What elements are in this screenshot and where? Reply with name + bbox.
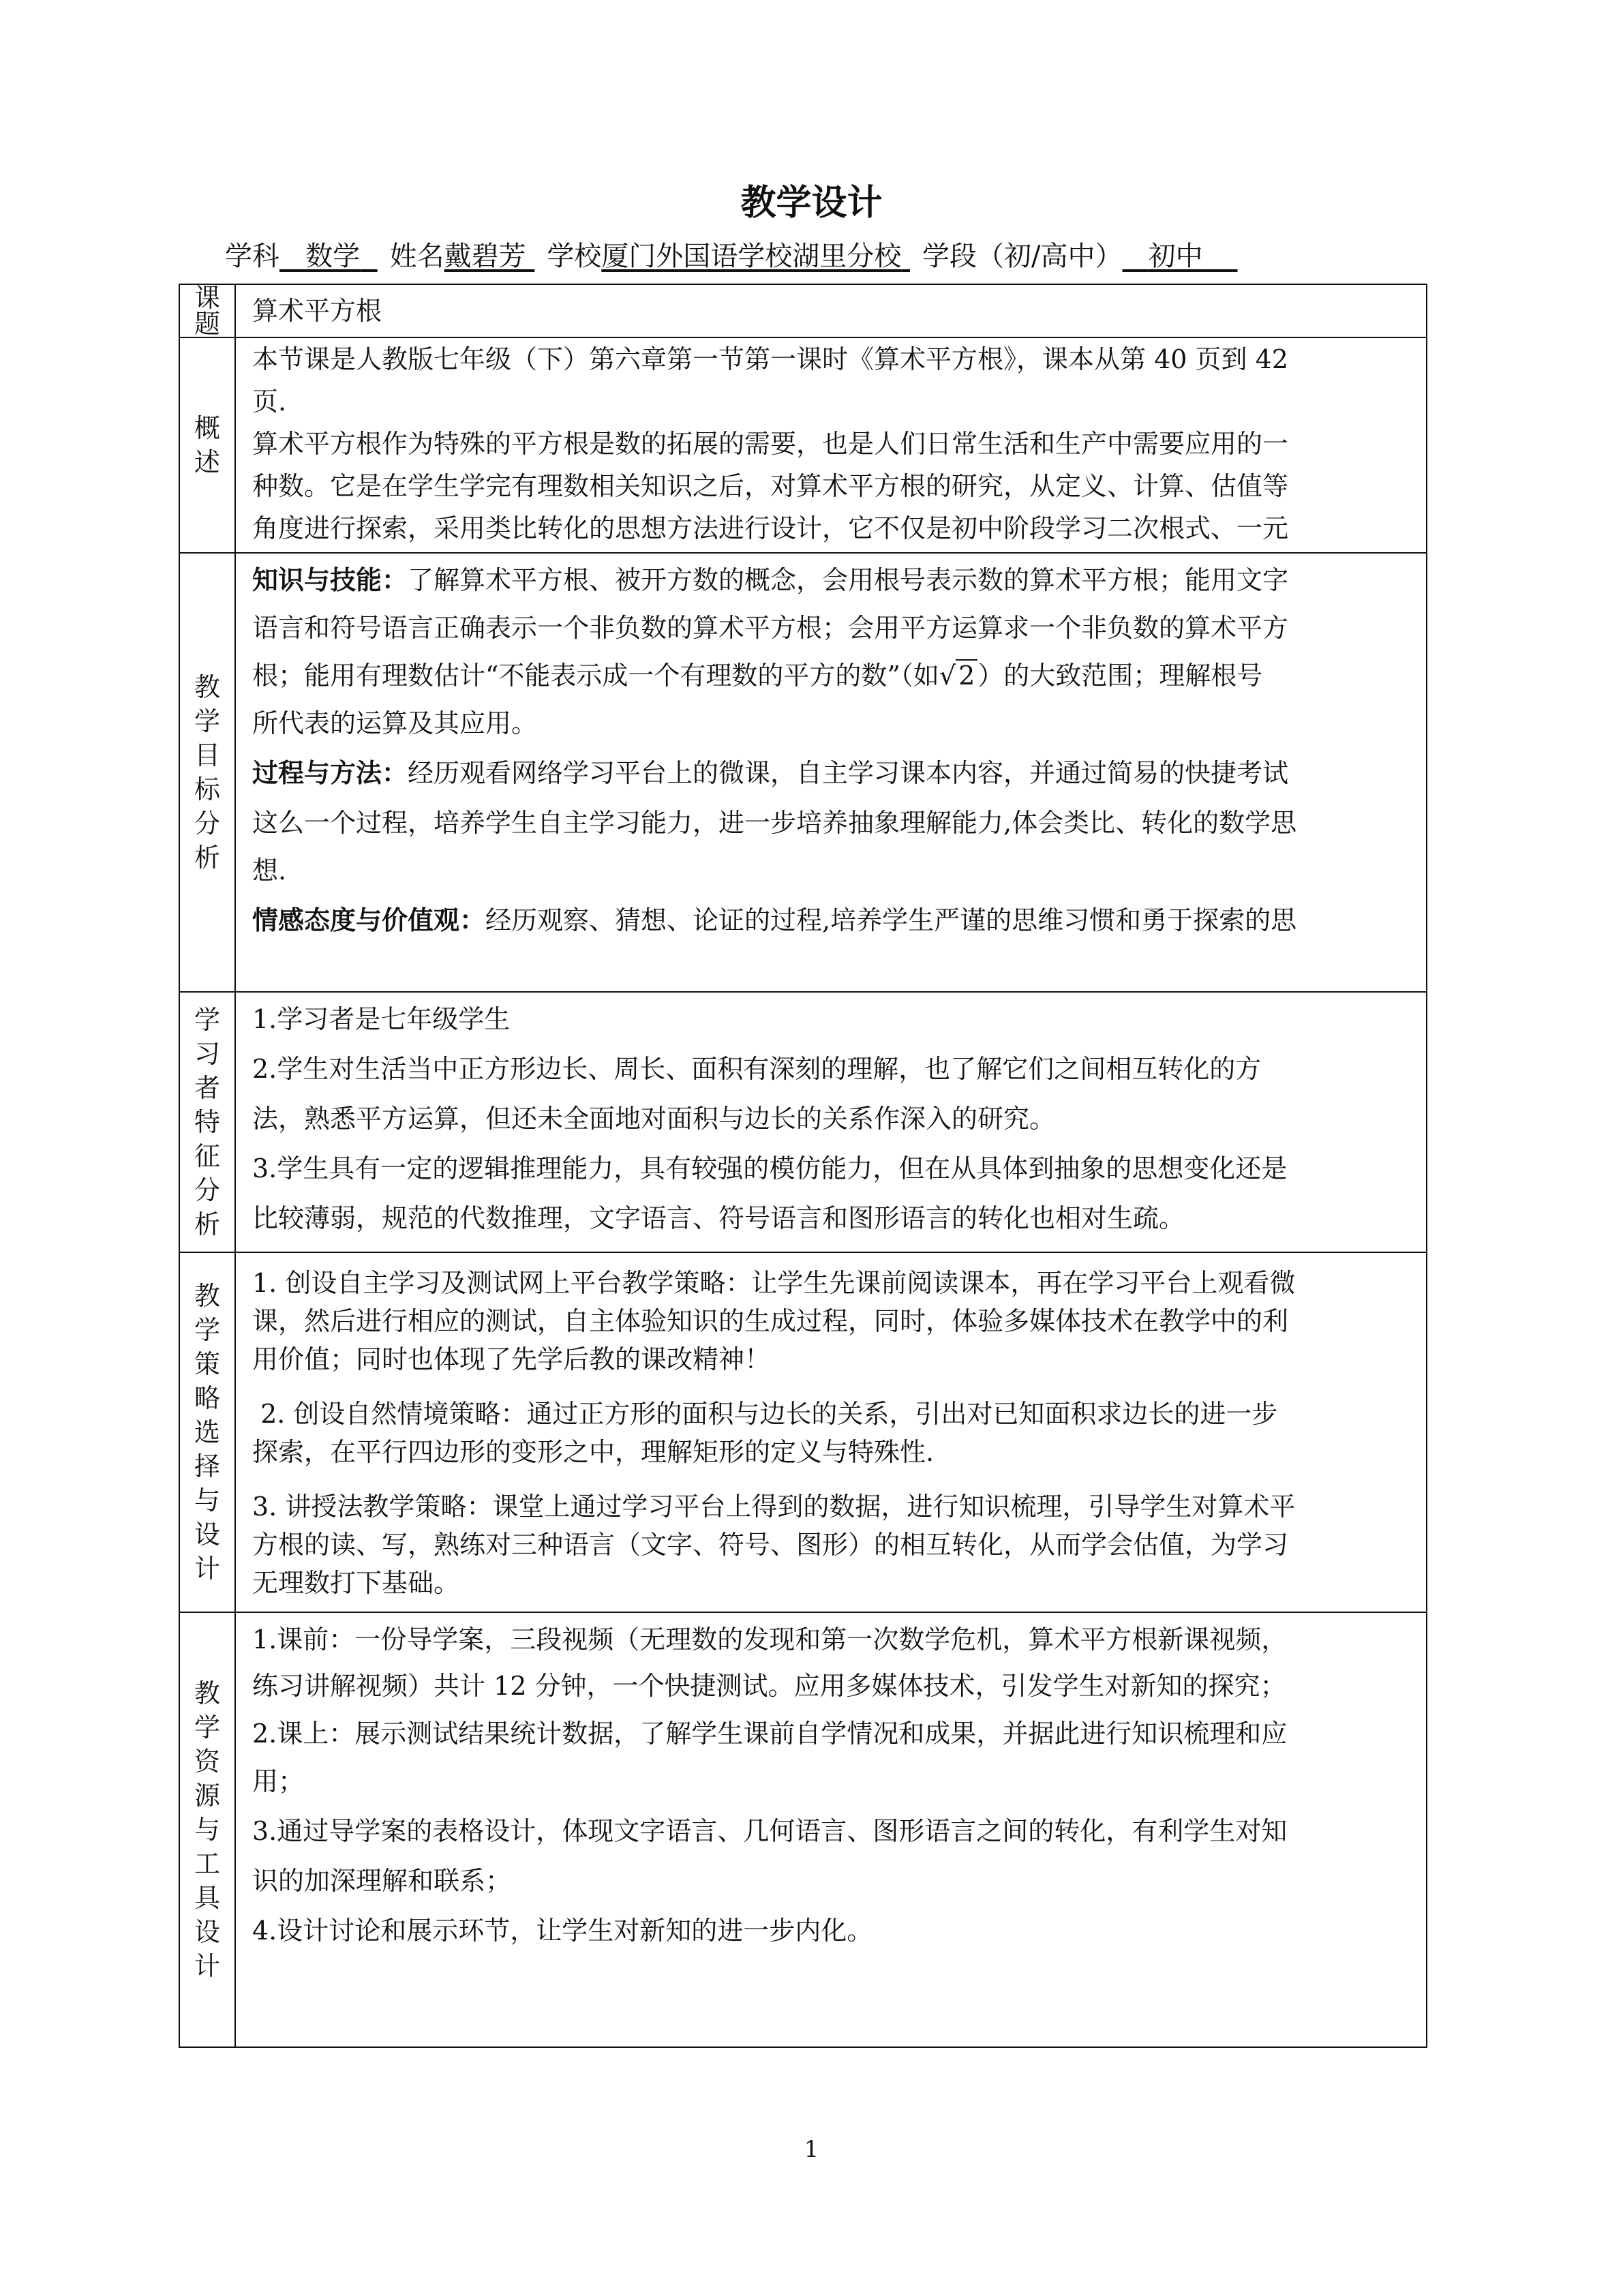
learners-label-cell [179, 992, 235, 1252]
emotion-heading: 情感态度与价值观： [252, 905, 486, 935]
overview-line: 本节课是人教版七年级（下）第六章第一节第一课时《算术平方根》，课本从第 40 页到 42 [252, 344, 1288, 374]
topic-label-cell [179, 284, 235, 337]
learner-line: 比较薄弱，规范的代数推理，文字语言、符号语言和图形语言的转化也相对生疏。 [252, 1203, 1185, 1233]
row-overview [179, 337, 1427, 553]
info-line [225, 236, 1452, 277]
topic-label: 课题 [194, 284, 220, 337]
knowledge-heading: 知识与技能： [252, 564, 408, 595]
learners-label: 学习者特征分析 [194, 1005, 220, 1239]
strategy-paragraph [252, 1487, 1412, 1602]
page-title: 教学设计 [740, 182, 883, 224]
resource-line: 3.通过导学案的表格设计，体现文字语言、几何语言、图形语言之间的转化，有利学生对知 [252, 1816, 1288, 1846]
subject-value: 数学 [305, 241, 361, 272]
row-learners [179, 992, 1427, 1252]
strategy-label-cell [179, 1252, 235, 1612]
process-heading: 过程与方法： [252, 757, 408, 788]
topic-cell [235, 284, 1427, 337]
overview-cell [235, 337, 1427, 553]
strategy-line: 无理数打下基础。 [252, 1568, 460, 1598]
learner-line: 3.学生具有一定的逻辑推理能力，具有较强的模仿能力，但在从具体到抽象的思想变化还是 [252, 1153, 1288, 1183]
stage-label: 学段（初/高中） [922, 241, 1123, 272]
overview-line: 角度进行探索，采用类比转化的思想方法进行设计，它不仅是初中阶段学习二次根式、一元 [252, 513, 1289, 543]
strategy-line: 方根的读、写，熟练对三种语言（文字、符号、图形）的相互转化，从而学会估值，为学习 [252, 1530, 1289, 1560]
overview-label-cell [179, 337, 235, 553]
process-line: 想. [252, 856, 287, 886]
school-label: 学校 [547, 241, 602, 272]
strategy-line: 3. 讲授法教学策略：课堂上通过学习平台上得到的数据，进行知识梳理，引导学生对算术平 [252, 1492, 1296, 1522]
row-strategy [179, 1252, 1427, 1612]
resource-line: 练习讲解视频）共计 12 分钟，一个快捷测试。应用多媒体技术，引发学生对新知的探究； [252, 1671, 1286, 1701]
goals-label: 教学目标分析 [194, 672, 220, 873]
row-goals [179, 553, 1427, 992]
resource-line: 2.课上：展示测试结果统计数据，了解学生课前自学情况和成果，并据此进行知识梳理和应 [252, 1719, 1288, 1749]
strategy-line: 1. 创设自主学习及测试网上平台教学策略：让学生先课前阅读课本，再在学习平台上观看微 [252, 1268, 1296, 1298]
goals-label-cell [179, 553, 235, 992]
name-label: 姓名 [389, 241, 444, 272]
resources-label: 教学资源与工具设计 [194, 1678, 220, 1981]
emotion-line: 情感态度与价值观：经历观察、猜想、论证的过程,培养学生严谨的思维习惯和勇于探索的思 [252, 905, 1297, 935]
strategy-line: 课，然后进行相应的测试，自主体验知识的生成过程，同时，体验多媒体技术在教学中的利 [252, 1306, 1289, 1336]
goals-cell [235, 553, 1427, 992]
strategy-paragraph [252, 1395, 1412, 1471]
name-value: 戴碧芳 [444, 241, 526, 272]
stage-value: 初中 [1148, 241, 1203, 272]
resources-label-cell [179, 1612, 235, 2047]
overview-line: 页. [252, 387, 287, 417]
learners-cell [235, 992, 1427, 1252]
strategy-cell [235, 1252, 1427, 1612]
strategy-paragraph [252, 1264, 1412, 1378]
learner-line: 法，熟悉平方运算，但还未全面地对面积与边长的关系作深入的研究。 [252, 1104, 1056, 1134]
overview-label: 概述 [194, 413, 220, 477]
strategy-line: 2. 创设自然情境策略：通过正方形的面积与边长的关系，引出对已知面积求边长的进一步 [252, 1399, 1278, 1429]
resource-line: 4.设计讨论和展示环节，让学生对新知的进一步内化。 [252, 1916, 873, 1946]
overview-line: 种数。它是在学生学完有理数相关知识之后，对算术平方根的研究，从定义、计算、估值等 [252, 471, 1289, 501]
subject-label: 学科 [225, 241, 279, 272]
strategy-line: 探索，在平行四边形的变形之中，理解矩形的定义与特殊性. [252, 1437, 935, 1467]
topic-text: 算术平方根 [252, 296, 382, 326]
sqrt-two: √ 2 [939, 652, 977, 699]
strategy-line: 用价值；同时也体现了先学后教的课改精神！ [252, 1344, 771, 1374]
learner-line: 2.学生对生活当中正方形边长、周长、面积有深刻的理解，也了解它们之间相互转化的方 [252, 1054, 1262, 1084]
design-table [179, 284, 1427, 2048]
row-resources [179, 1612, 1427, 2047]
knowledge-line: 所代表的运算及其应用。 [252, 708, 538, 738]
resource-line: 识的加深理解和联系； [252, 1866, 512, 1896]
strategy-label: 教学策略选择与设计 [194, 1281, 220, 1584]
process-line: 这么一个过程，培养学生自主学习能力，进一步培养抽象理解能力,体会类比、转化的数学思 [252, 808, 1297, 838]
resource-line: 用； [252, 1766, 305, 1796]
knowledge-line: 语言和符号语言正确表示一个非负数的算术平方根；会用平方运算求一个非负数的算术平方 [252, 613, 1289, 643]
overview-line: 算术平方根作为特殊的平方根是数的拓展的需要，也是人们日常生活和生产中需要应用的一 [252, 429, 1289, 459]
learner-line: 1.学习者是七年级学生 [252, 1004, 511, 1034]
knowledge-line: 知识与技能：了解算术平方根、被开方数的概念，会用根号表示数的算术平方根；能用文字 [252, 564, 1289, 595]
row-topic [179, 284, 1427, 337]
knowledge-line: 根；能用有理数估计“不能表示成一个有理数的平方的数”（如√ 2 ）的大致范围；理解根号 [252, 652, 1412, 699]
page-number: 1 [804, 2136, 819, 2163]
resources-cell [235, 1612, 1427, 2047]
process-line: 过程与方法：经历观看网络学习平台上的微课，自主学习课本内容，并通过简易的快捷考试 [252, 757, 1289, 788]
school-value: 厦门外国语学校湖里分校 [601, 241, 902, 272]
resource-line: 1.课前：一份导学案，三段视频（无理数的发现和第一次数学危机，算术平方根新课视频， [252, 1625, 1288, 1655]
